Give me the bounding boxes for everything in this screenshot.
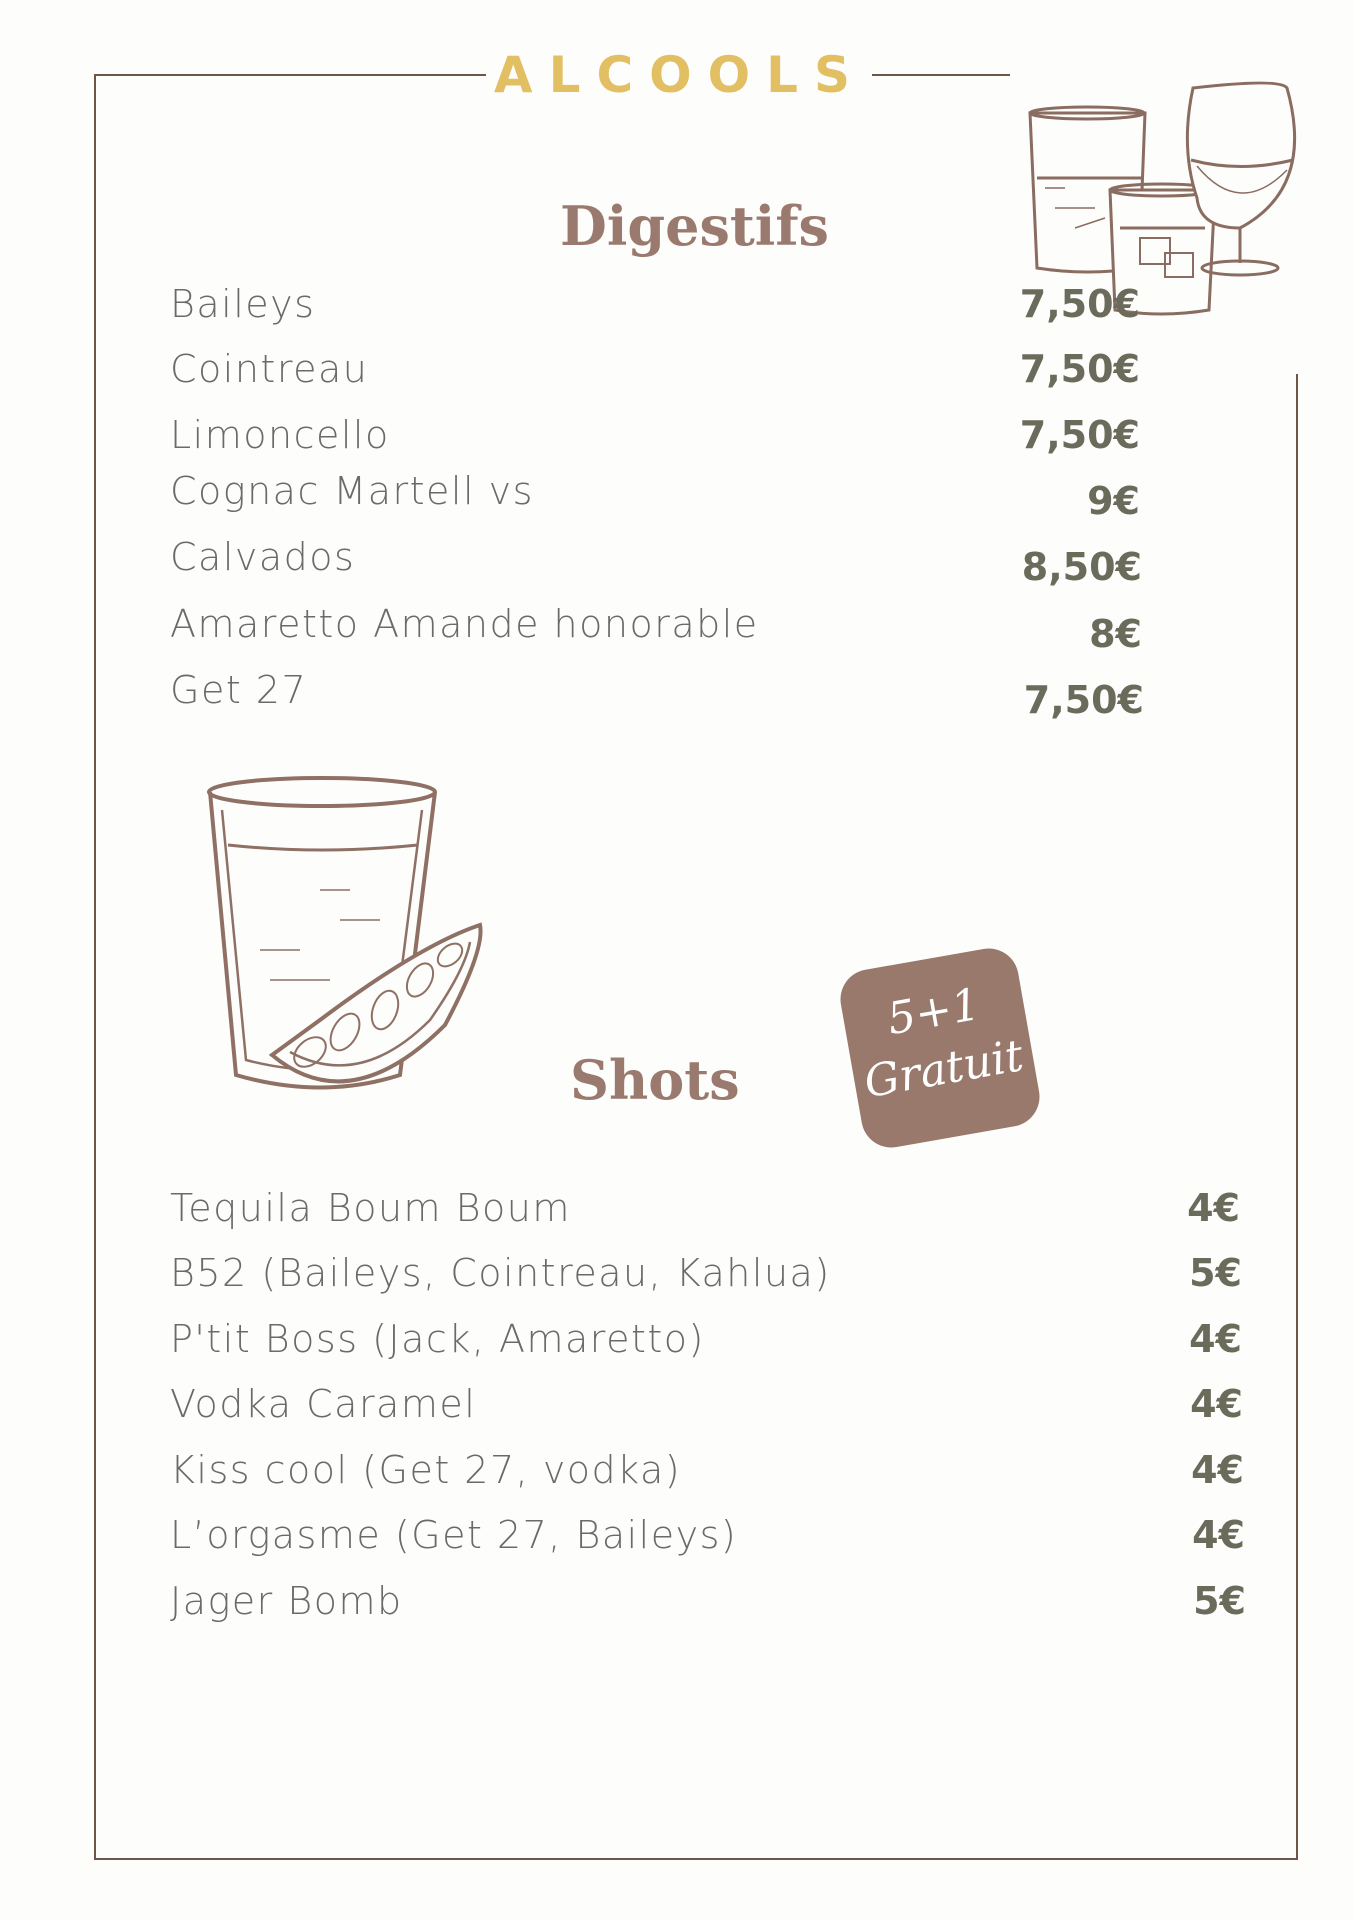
item-price: 4€ (1190, 1382, 1243, 1426)
item-name: Amaretto Amande honorable (170, 602, 759, 646)
item-price: 8,50€ (1021, 545, 1142, 589)
item-price: 7,50€ (1019, 347, 1140, 391)
page-title: ALCOOLS (493, 46, 867, 104)
item-price: 5€ (1193, 1579, 1246, 1623)
frame-top-left (94, 74, 486, 76)
item-price: 7,50€ (1019, 413, 1140, 457)
item-name: L’orgasme (Get 27, Baileys) (170, 1513, 738, 1557)
item-price: 7,50€ (1019, 282, 1140, 326)
item-name: P'tit Boss (Jack, Amaretto) (170, 1317, 705, 1361)
item-price: 4€ (1189, 1317, 1242, 1361)
promo-badge (836, 944, 1045, 1153)
badge-line-1: 5+1 (883, 978, 984, 1046)
item-price: 7,50€ (1023, 678, 1144, 722)
item-name: B52 (Baileys, Cointreau, Kahlua) (170, 1251, 831, 1295)
item-name: Tequila Boum Boum (170, 1186, 571, 1230)
item-price: 5€ (1189, 1251, 1242, 1295)
item-name: Kiss cool (Get 27, vodka) (170, 1448, 682, 1492)
item-name: Get 27 (170, 668, 308, 712)
digestifs-title: Digestifs (560, 194, 829, 258)
item-price: 4€ (1191, 1448, 1244, 1492)
item-name: Baileys (170, 282, 316, 326)
frame-top-right (872, 74, 1010, 76)
item-name: Calvados (170, 535, 356, 579)
shots-title: Shots (570, 1048, 740, 1112)
item-name: Cointreau (170, 347, 369, 391)
frame-bottom (94, 1858, 1298, 1860)
item-price: 9€ (1087, 479, 1140, 523)
item-price: 4€ (1187, 1186, 1240, 1230)
frame-left (94, 74, 96, 1860)
badge-line-2: Gratuit (860, 1030, 1028, 1109)
item-name: Limoncello (170, 413, 390, 457)
item-name: Cognac Martell vs (170, 469, 534, 513)
item-name: Jager Bomb (170, 1579, 403, 1623)
frame-right (1296, 374, 1298, 1860)
item-name: Vodka Caramel (170, 1382, 477, 1426)
shot-glass-lime-illustration-icon (200, 770, 500, 1120)
item-price: 4€ (1192, 1513, 1245, 1557)
item-price: 8€ (1089, 612, 1142, 656)
